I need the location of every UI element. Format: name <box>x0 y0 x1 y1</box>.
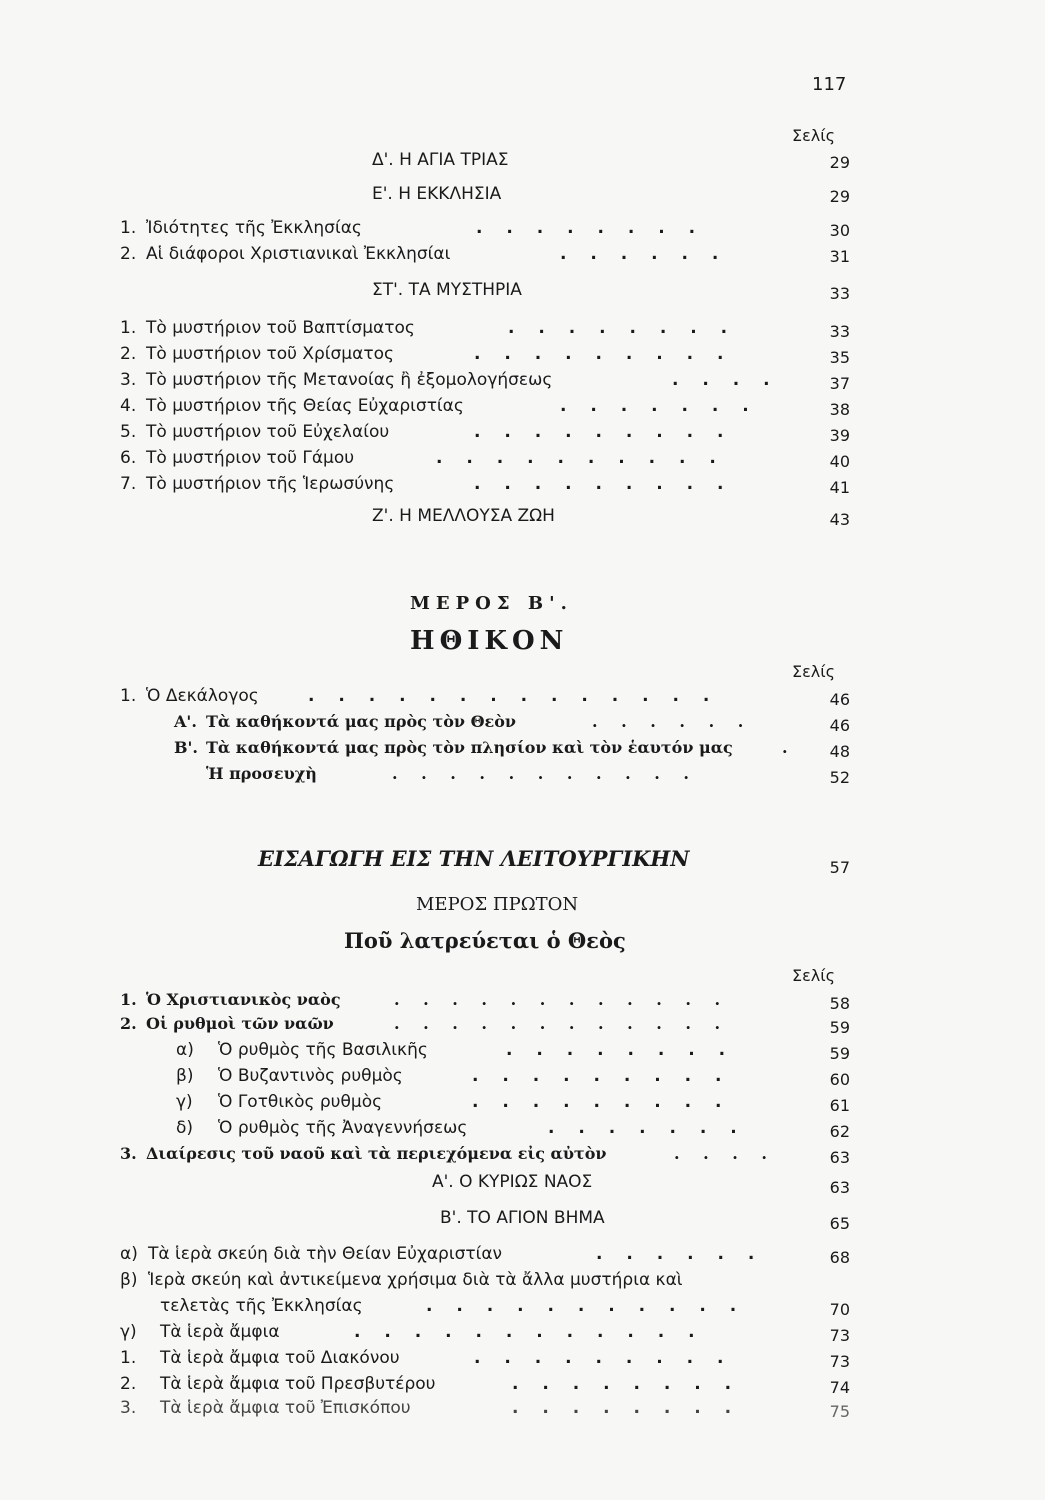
item-page: 70 <box>829 1300 850 1319</box>
item-page: 35 <box>829 348 850 367</box>
list-item <box>176 1066 850 1088</box>
section-title-agion-vima: Β'. ΤΟ ΑΓΙΟΝ ΒΗΜΑ <box>440 1208 605 1228</box>
item-text: Ὁ Χριστιανικὸς ναὸς <box>146 990 341 1009</box>
column-header-selis: Σελίς <box>792 126 836 145</box>
item-number: 4. <box>120 396 137 416</box>
item-number: 1. <box>120 1348 137 1368</box>
item-text: Τὸ μυστήριον τῆς Μετανοίας ἢ ἐξομολογήσεως <box>146 370 553 390</box>
item-page: 63 <box>829 1148 850 1167</box>
item-text: Τὰ ἱερὰ σκεύη διὰ τὴν Θείαν Εὐχαριστίαν <box>148 1244 503 1264</box>
item-text: Ὁ ρυθμὸς τῆς Βασιλικῆς <box>218 1040 428 1060</box>
item-text: Αἱ διάφοροι Χριστιανικαὶ Ἐκκλησίαι <box>146 244 451 264</box>
item-number: α) <box>120 1244 138 1264</box>
dot-leader: . . . . . . . . . . <box>436 448 725 468</box>
item-page: 60 <box>829 1070 850 1089</box>
list-item <box>174 712 850 734</box>
item-page: 74 <box>829 1378 850 1397</box>
item-number: α) <box>176 1040 194 1060</box>
dot-leader: . . . . <box>674 1144 776 1163</box>
item-page: 38 <box>829 400 850 419</box>
item-text: Τὰ καθήκοντά μας πρὸς τὸν Θεὸν <box>206 712 517 731</box>
item-number: 3. <box>120 1144 137 1163</box>
item-page: 52 <box>829 768 850 787</box>
part-heading: ΜΕΡΟΣ Β'. <box>410 593 573 614</box>
list-item <box>120 1374 850 1396</box>
list-item <box>120 318 850 340</box>
item-number: 6. <box>120 448 137 468</box>
item-number: δ) <box>176 1118 194 1138</box>
item-page: 41 <box>829 478 850 497</box>
part-subheading: Ποῦ λατρεύεται ὁ Θεὸς <box>344 928 626 953</box>
dot-leader: . . . . . . . <box>548 1118 746 1138</box>
list-item <box>176 1118 850 1140</box>
item-page: 31 <box>829 247 850 266</box>
list-item <box>120 1244 850 1266</box>
dot-leader: . . . . . . . . . <box>474 1348 733 1368</box>
list-item <box>120 344 850 366</box>
list-item <box>120 370 850 392</box>
item-page: 73 <box>829 1352 850 1371</box>
item-number: 2. <box>120 1374 137 1394</box>
item-text: Ὁ ρυθμὸς τῆς Ἀναγεννήσεως <box>218 1118 468 1138</box>
list-item <box>120 1398 850 1420</box>
list-item <box>120 474 850 496</box>
item-text: Τὰ ἱερὰ ἄμφια <box>160 1322 280 1342</box>
dot-leader: . . . . . . . . <box>506 1040 735 1060</box>
page-number: 117 <box>812 74 847 95</box>
item-text: Ὁ Δεκάλογος <box>146 686 259 706</box>
dot-leader: . . . . . . . . . <box>474 422 733 442</box>
item-text: Τὸ μυστήριον τοῦ Εὐχελαίου <box>146 422 390 442</box>
list-item <box>120 1014 850 1036</box>
list-item <box>206 764 850 786</box>
item-text: Τὰ ἱερὰ ἄμφια τοῦ Ἐπισκόπου <box>160 1398 411 1418</box>
section-page: 29 <box>829 187 850 206</box>
item-number: 1. <box>120 318 137 338</box>
dot-leader: . . . . . . . . . . . . <box>354 1322 704 1342</box>
item-text: Τὰ ἱερὰ ἄμφια τοῦ Πρεσβυτέρου <box>160 1374 436 1394</box>
item-number: 1. <box>120 990 137 1009</box>
item-number: β) <box>176 1066 194 1086</box>
item-number: γ) <box>176 1092 193 1112</box>
list-item <box>120 1270 850 1292</box>
item-text: Τὸ μυστήριον τῆς Θείας Εὐχαριστίας <box>146 396 464 416</box>
dot-leader: . . . . . . . . . . . . . . <box>308 686 719 706</box>
item-number: 1. <box>120 686 137 706</box>
item-text: τελετὰς τῆς Ἐκκλησίας <box>160 1296 363 1316</box>
item-text: Ὁ Βυζαντινὸς ρυθμὸς <box>218 1066 403 1086</box>
item-page: 40 <box>829 452 850 471</box>
list-item <box>120 1348 850 1370</box>
section-title-ekklesia: Ε'. Η ΕΚΚΛΗΣΙΑ <box>372 184 502 204</box>
dot-leader: . . . . . . . . . <box>472 1066 731 1086</box>
section-page: 65 <box>829 1214 850 1233</box>
list-item <box>120 1144 850 1166</box>
part-subheading: ΗΘΙΚΟΝ <box>410 626 569 656</box>
item-text: Τὸ μυστήριον τοῦ Γάμου <box>146 448 355 468</box>
item-number: Α'. <box>174 712 197 731</box>
item-page: 61 <box>829 1096 850 1115</box>
section-page: 43 <box>829 510 850 529</box>
list-item <box>120 990 850 1012</box>
item-page: 59 <box>829 1018 850 1037</box>
list-item <box>120 422 850 444</box>
list-item <box>120 448 850 470</box>
section-title-kyrios-naos: Α'. Ο ΚΥΡΙΩΣ ΝΑΟΣ <box>432 1172 593 1192</box>
section-title-agia-trias: Δ'. Η ΑΓΙΑ ΤΡΙΑΣ <box>372 150 509 170</box>
dot-leader: . . . . . . . . <box>512 1398 741 1418</box>
item-page: 75 <box>829 1402 850 1421</box>
item-text: Τὸ μυστήριον τῆς Ἱερωσύνης <box>146 474 395 494</box>
item-page: 46 <box>829 690 850 709</box>
list-item <box>120 1322 850 1344</box>
item-number: 2. <box>120 344 137 364</box>
item-text: Ἡ προσευχὴ <box>206 764 317 783</box>
item-text: Τὸ μυστήριον τοῦ Χρίσματος <box>146 344 394 364</box>
item-page: 68 <box>829 1248 850 1267</box>
section-page: 33 <box>829 284 850 303</box>
item-text: Οἱ ρυθμοὶ τῶν ναῶν <box>146 1014 334 1033</box>
part-title: ΕΙΣΑΓΩΓΗ ΕΙΣ ΤΗΝ ΛΕΙΤΟΥΡΓΙΚΗΝ <box>258 846 690 871</box>
item-page: 62 <box>829 1122 850 1141</box>
item-page: 59 <box>829 1044 850 1063</box>
item-text: Ἰδιότητες τῆς Ἐκκλησίας <box>146 218 362 238</box>
dot-leader: . <box>782 738 797 757</box>
item-text: Ἱερὰ σκεύη καὶ ἀντικείμενα χρήσιμα διὰ τὰ ἄλλα μυστήρια καὶ <box>148 1270 683 1290</box>
item-text: Τὸ μυστήριον τοῦ Βαπτίσματος <box>146 318 415 338</box>
item-text: Τὰ ἱερὰ ἄμφια τοῦ Διακόνου <box>160 1348 400 1368</box>
item-page: 37 <box>829 374 850 393</box>
dot-leader: . . . . . . . . . <box>474 474 733 494</box>
item-number: 3. <box>120 1398 137 1418</box>
dot-leader: . . . . . . . . . <box>472 1092 731 1112</box>
item-number: γ) <box>120 1322 137 1342</box>
dot-leader: . . . . . . . <box>560 396 758 416</box>
list-item <box>120 218 850 240</box>
item-number: β) <box>120 1270 138 1290</box>
dot-leader: . . . . . . . . <box>512 1374 741 1394</box>
list-item <box>174 738 850 760</box>
column-header-selis: Σελίς <box>792 966 836 985</box>
item-text: Διαίρεσις τοῦ ναοῦ καὶ τὰ περιεχόμενα εἰς αὐτὸν <box>146 1144 607 1163</box>
dot-leader: . . . . . . . . <box>508 318 737 338</box>
dot-leader: . . . . . . . . . . . . <box>394 990 730 1009</box>
item-page: 33 <box>829 322 850 341</box>
section-title-mysteria: ΣΤ'. ΤΑ ΜΥΣΤΗΡΙΑ <box>372 280 522 300</box>
list-item <box>120 686 850 708</box>
item-page: 39 <box>829 426 850 445</box>
part-heading: ΜΕΡΟΣ ΠΡΩΤΟΝ <box>416 894 579 915</box>
section-page: 57 <box>829 858 850 877</box>
item-page: 73 <box>829 1326 850 1345</box>
dot-leader: . . . . . . . . . . . <box>426 1296 746 1316</box>
item-number: 2. <box>120 1014 137 1033</box>
item-text: Ὁ Γοτθικὸς ρυθμὸς <box>218 1092 383 1112</box>
list-item <box>176 1092 850 1114</box>
list-item <box>160 1296 850 1318</box>
dot-leader: . . . . . . <box>596 1244 764 1264</box>
item-number: 1. <box>120 218 137 238</box>
item-page: 46 <box>829 716 850 735</box>
dot-leader: . . . . . . <box>560 244 728 264</box>
item-number: Β'. <box>174 738 198 757</box>
section-title-mellousa-zoe: Ζ'. Η ΜΕΛΛΟΥΣΑ ΖΩΗ <box>372 506 555 526</box>
item-number: 3. <box>120 370 137 390</box>
column-header-selis: Σελίς <box>792 662 836 681</box>
item-page: 58 <box>829 994 850 1013</box>
item-page: 30 <box>829 221 850 240</box>
dot-leader: . . . . . . . . . . . . <box>394 1014 730 1033</box>
item-number: 5. <box>120 422 137 442</box>
item-number: 2. <box>120 244 137 264</box>
dot-leader: . . . . . . . . . <box>474 344 733 364</box>
list-item <box>120 244 850 266</box>
dot-leader: . . . . . . . . . . . <box>392 764 698 783</box>
list-item <box>176 1040 850 1062</box>
section-page: 63 <box>829 1178 850 1197</box>
list-item <box>120 396 850 418</box>
section-page: 29 <box>829 153 850 172</box>
dot-leader: . . . . <box>672 370 779 390</box>
dot-leader: . . . . . . <box>592 712 753 731</box>
item-number: 7. <box>120 474 137 494</box>
item-text: Τὰ καθήκοντά μας πρὸς τὸν πλησίον καὶ τὸν ἑαυτόν μας <box>206 738 733 757</box>
item-page: 48 <box>829 742 850 761</box>
dot-leader: . . . . . . . . <box>476 218 705 238</box>
